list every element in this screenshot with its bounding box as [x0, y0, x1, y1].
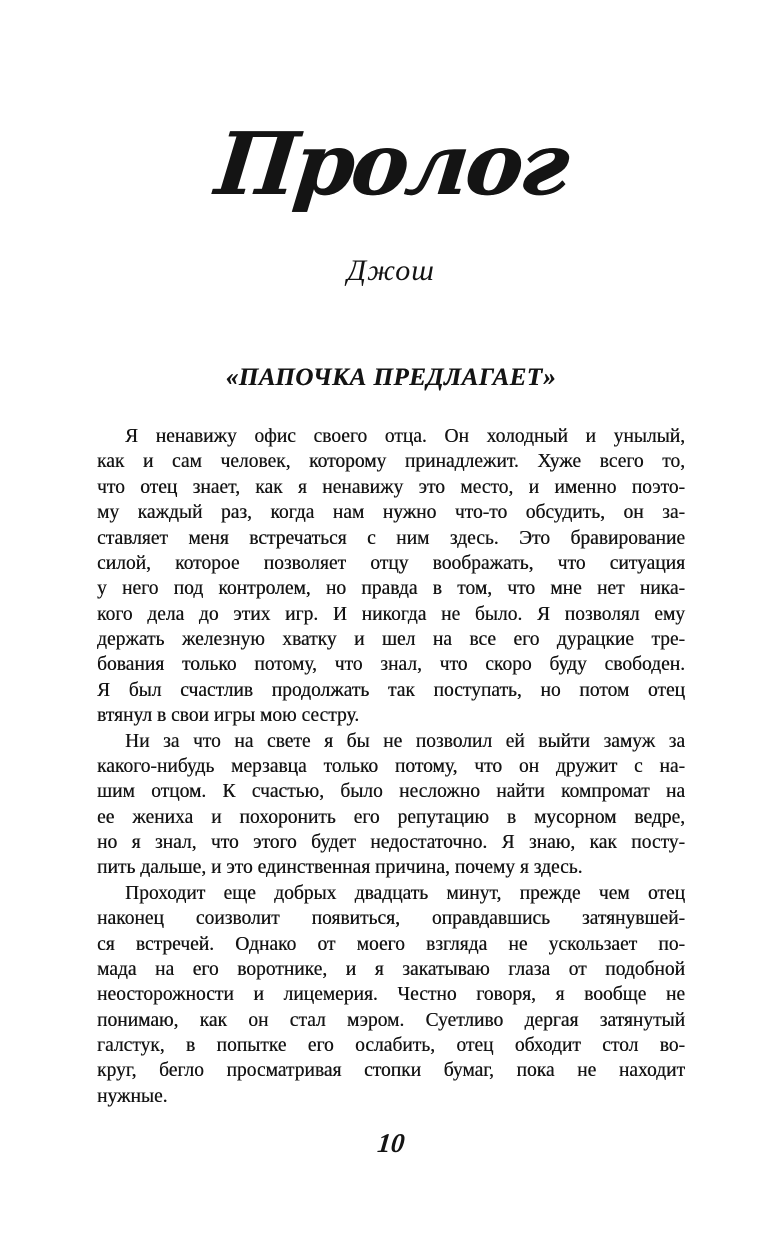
text-line: му каждый раз, когда нам нужно что-то обсудить, он за- — [97, 502, 685, 524]
text-line: какого-нибудь мерзавца только потому, что он дружит с на- — [97, 755, 685, 777]
text-line: Я ненавижу офис своего отца. Он холодный и унылый, — [125, 426, 685, 447]
paragraph — [97, 729, 685, 881]
text-line: Ни за что на свете я бы не позволил ей выйти замуж за — [125, 730, 685, 752]
text-line: как и сам человек, которому принадлежит. Хуже всего то, — [97, 451, 685, 473]
text-line: кого дела до этих игр. И никогда не было. Я позволял ему — [97, 603, 685, 625]
text-line: что отец знает, как я ненавижу это место, и именно поэто- — [97, 476, 685, 498]
text-line: нужные. — [97, 1085, 168, 1107]
body-text — [97, 424, 685, 1109]
chapter-title: Пролог — [211, 114, 572, 215]
text-line: Я был счастлив продолжать так поступать, но потом отец — [97, 679, 685, 701]
section-heading: «ПАПОЧКА ПРЕДЛАГАЕТ» — [225, 364, 557, 391]
text-line: ставляет меня встречаться с ним здесь. Это бравирование — [97, 527, 685, 549]
text-line: неосторожности и лицемерия. Честно говоря, я вообще не — [97, 984, 685, 1006]
text-line: у него под контролем, но правда в том, что мне нет ника- — [97, 578, 685, 600]
text-line: пить дальше, и это единственная причина, почему я здесь. — [97, 857, 583, 879]
text-line: наконец соизволит появиться, оправдавшись затянувшей- — [97, 908, 685, 930]
text-line: силой, которое позволяет отцу воображать, что ситуация — [97, 552, 685, 574]
text-line: бования только потому, что знал, что скоро буду свободен. — [97, 654, 685, 676]
text-line: держать железную хватку и шел на все его дурацкие тре- — [97, 629, 685, 650]
text-line: втянул в свои игры мою сестру. — [97, 705, 360, 727]
text-line: шим отцом. К счастью, было несложно найти компромат на — [97, 781, 685, 803]
text-line: круг, бегло просматривая стопки бумаг, пока не находит — [97, 1060, 685, 1082]
page-number: 10 — [375, 1128, 407, 1158]
paragraph — [97, 881, 685, 1109]
paragraph — [97, 424, 685, 729]
text-line: но я знал, что этого будет недостаточно. Я знаю, как посту- — [97, 832, 685, 853]
pov-character-name: Джош — [347, 254, 435, 287]
text-line: Проходит еще добрых двадцать минут, прежде чем отец — [125, 882, 685, 904]
text-line: галстук, в попытке его ослабить, отец обходит стол во- — [97, 1035, 685, 1056]
text-line: ся встречей. Однако от моего взгляда не ускользает по- — [97, 933, 685, 955]
text-line: ее жениха и похоронить его репутацию в мусорном ведре, — [97, 806, 685, 828]
text-line: понимаю, как он стал мэром. Суетливо дергая затянутый — [97, 1009, 685, 1031]
text-line: мада на его воротнике, и я закатываю глаза от подобной — [97, 958, 685, 980]
